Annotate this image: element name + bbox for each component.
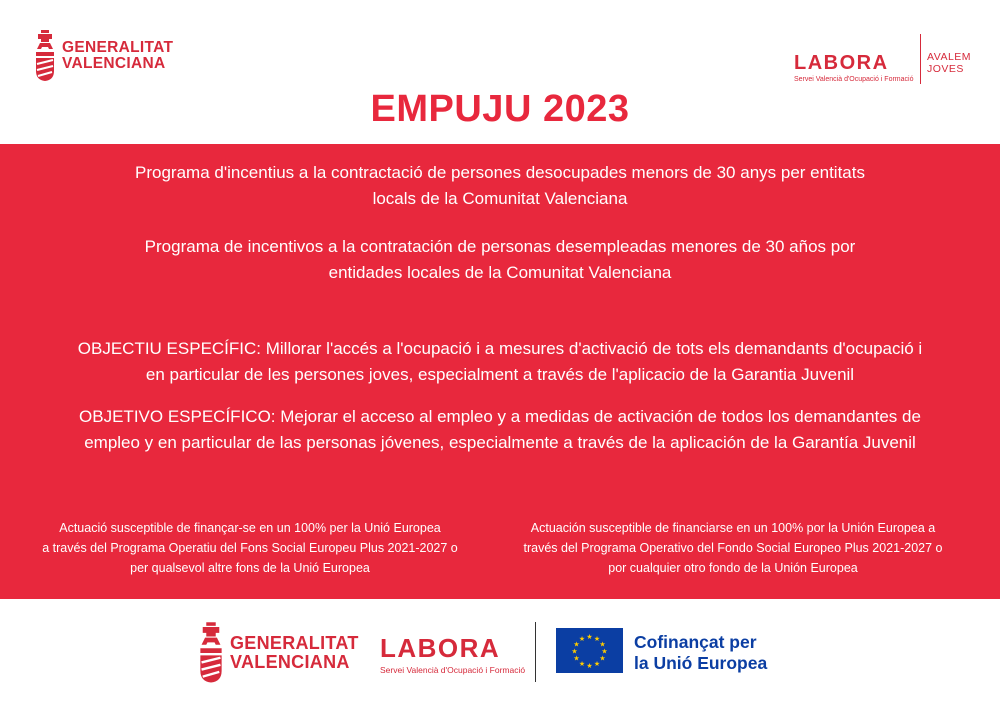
eu-flag-icon [556,628,623,673]
svg-text:★: ★ [578,660,586,668]
objective-ca-line2: en particular de les persones joves, especialment a través de l'aplicacio de la Garantia Juvenil [145,365,855,385]
avalem-line1: AVALEM [927,51,972,63]
program-description-es [0,234,1000,287]
footer-gv-logo-line1: GENERALITAT [230,633,359,654]
gv-logo-line1: GENERALITAT [62,38,174,56]
funding-note-ca [0,518,500,578]
footer-labora-wordmark: LABORA [380,633,501,663]
funding-note-ca-line3: per qualsevol altre fons de la Unió Europea [130,561,370,575]
svg-text:★: ★ [573,640,580,649]
footer-labora-logo [380,633,525,675]
program-description-es-line2: entidades locales de la Comunitat Valenciana [328,263,672,283]
footer-labora-subtitle: Servei Valencià d'Ocupació i Formació [380,665,526,675]
gv-logo-text [62,40,173,73]
svg-text:★: ★ [593,635,601,643]
svg-text:★: ★ [601,647,608,656]
svg-text:★: ★ [599,640,606,649]
footer-gv-logo [198,622,359,684]
labora-subtitle: Servei Valencià d'Ocupació i Formació [794,76,914,83]
objective-ca [0,336,1000,389]
program-description-ca-line1: Programa d'incentius a la contractació de persones desocupades menors de 30 anys per entitats [135,163,865,182]
main-red-band [0,144,1000,599]
footer-gv-logo-text [230,634,359,672]
svg-text:★: ★ [586,662,593,670]
funding-note-es [483,518,983,578]
header-gv-logo [34,30,173,82]
gv-crest-icon [198,622,224,684]
funding-note-es-line1: Actuación susceptible de financiarse en un 100% por la Unión Europea a [530,521,936,535]
page-title: EMPUJU 2023 [370,88,630,130]
objective-es [0,404,1000,457]
funding-note-ca-line2: a través del Programa Operatiu del Fons Social Europeu Plus 2021-2027 o [42,541,458,555]
funding-note-es-line2: través del Programa Operativo del Fondo Social Europeo Plus 2021-2027 o [523,541,943,555]
svg-text:★: ★ [578,635,586,643]
avalem-joves-logo [927,51,971,75]
eu-cofinanced-text [634,632,767,674]
gv-crest-icon [34,30,56,82]
objective-es-line1: OBJETIVO ESPECÍFICO: Mejorar el acceso al empleo y a medidas de activación de todos los demandantes de [79,407,921,426]
program-description-es-line1: Programa de incentivos a la contratación de personas desempleadas menores de 30 años por [144,237,856,256]
header-logo-divider [920,34,921,84]
footer-gv-logo-line2: VALENCIANA [230,652,350,672]
svg-text:★: ★ [593,660,601,668]
eu-text-line2: la Unió Europea [634,653,768,673]
svg-text:★: ★ [573,654,580,663]
avalem-line2: JOVES [927,63,964,76]
program-description-ca [0,160,1000,213]
header-labora-logo [794,52,913,83]
funding-note-es-line3: por cualquier otro fondo de la Unión Europea [608,561,858,575]
svg-text:★: ★ [571,647,578,656]
footer-logo-divider [535,622,536,682]
eu-text-line1: Cofinançat per [634,632,757,652]
objective-es-line2: empleo y en particular de las personas jóvenes, especialmente a través de la aplicación de la Garantía Juvenil [84,433,916,453]
svg-text:★: ★ [586,633,593,641]
objective-ca-line1: OBJECTIU ESPECÍFIC: Millorar l'accés a l'ocupació i a mesures d'activació de tots els demandants d'ocupació i [77,339,923,358]
svg-text:★: ★ [599,654,606,663]
program-description-ca-line2: locals de la Comunitat Valenciana [372,189,628,209]
eu-stars [556,628,623,673]
labora-wordmark: LABORA [794,52,889,74]
funding-note-ca-line1: Actuació susceptible de finançar-se en un 100% per la Unió Europea [59,521,441,535]
gv-logo-line2: VALENCIANA [62,55,166,72]
